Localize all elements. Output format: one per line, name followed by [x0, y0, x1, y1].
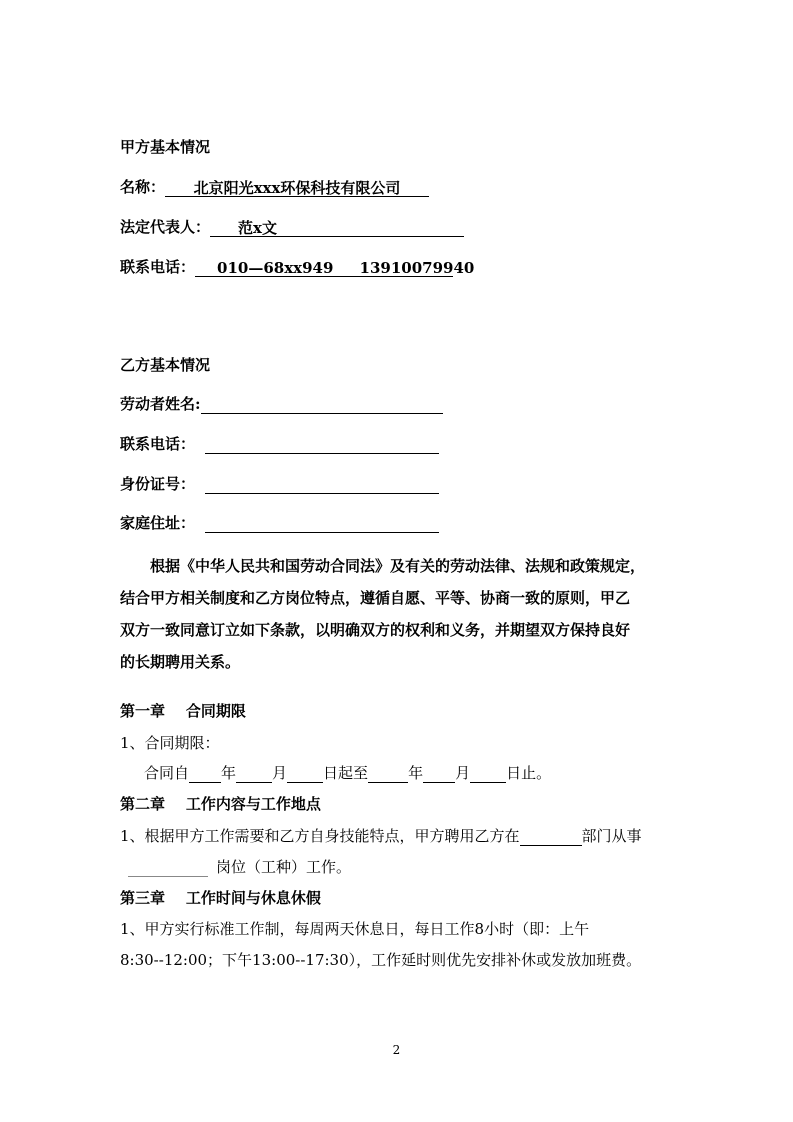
preamble-line: 结合甲方相关制度和乙方岗位特点，遵循自愿、平等、协商一致的原则，甲乙	[120, 589, 631, 607]
party-a-rep-value: 范x文	[238, 219, 277, 237]
party-b-id-label: 身份证号：	[120, 475, 196, 493]
month-text: 月	[272, 764, 288, 782]
year-text: 年	[408, 764, 424, 782]
preamble-line: 根据《中华人民共和国劳动合同法》及有关的劳动法律、法规和政策规定，	[150, 557, 646, 575]
party-a-rep-row	[120, 217, 464, 237]
chapter-1-title: 第一章 合同期限	[120, 702, 246, 720]
department-blank[interactable]	[520, 827, 582, 846]
party-a-heading: 甲方基本情况	[120, 138, 211, 156]
chapter-3-item-1-line-2: 8:30--12:00；下午13:00--17:30），工作延时则优先安排补休或发放加班费。	[120, 951, 642, 969]
party-a-phone-value: 010—68xx949 13910079940	[217, 259, 475, 277]
party-a-name-field	[165, 178, 429, 197]
chapter-2-item-1-line-2	[128, 857, 351, 877]
month-text: 月	[455, 764, 471, 782]
party-b-phone-field[interactable]	[205, 435, 439, 454]
party-a-name-label: 名称：	[120, 178, 166, 196]
party-a-phone-row	[120, 257, 475, 277]
preamble-paragraph	[120, 550, 680, 678]
preamble-line: 双方一致同意订立如下条款，以明确双方的权利和义务，并期望双方保持良好	[120, 621, 631, 639]
party-b-address-field[interactable]	[205, 514, 439, 533]
party-a-rep-field	[210, 218, 464, 237]
party-a-rep-label: 法定代表人：	[120, 218, 211, 236]
chapter-3-item-1-line-1: 1、甲方实行标准工作制，每周两天休息日，每日工作8小时（即：上午	[120, 920, 590, 938]
party-b-address-label: 家庭住址：	[120, 514, 196, 532]
page-number: 2	[392, 1043, 401, 1057]
chapter-2-title: 第二章 工作内容与工作地点	[120, 795, 321, 813]
party-b-name-field[interactable]	[201, 395, 443, 414]
party-b-address-row	[120, 513, 439, 533]
position-text: 岗位（工种）工作。	[216, 858, 352, 876]
chapter-2-item-1-suffix: 部门从事	[581, 827, 642, 845]
chapter-2-item-1-prefix: 1、根据甲方工作需要和乙方自身技能特点，甲方聘用乙方在	[120, 827, 520, 845]
chapter-2-item-1	[120, 826, 642, 846]
day-end-text: 日止。	[506, 764, 552, 782]
term-start-text: 合同自	[144, 764, 190, 782]
party-a-phone-label: 联系电话：	[120, 258, 196, 276]
chapter-1-item-1: 1、合同期限：	[120, 734, 220, 752]
start-year-blank[interactable]	[189, 764, 221, 783]
party-b-name-label: 劳动者姓名:	[120, 395, 201, 413]
party-b-phone-row	[120, 434, 439, 454]
party-a-name-value: 北京阳光xxx环保科技有限公司	[193, 179, 401, 197]
party-b-id-row	[120, 474, 439, 494]
start-day-blank[interactable]	[287, 764, 323, 783]
party-a-phone-field	[195, 258, 475, 277]
end-month-blank[interactable]	[423, 764, 455, 783]
party-a-name-row	[120, 177, 429, 197]
end-day-blank[interactable]	[470, 764, 506, 783]
year-text: 年	[221, 764, 237, 782]
day-from-text: 日起至	[323, 764, 369, 782]
preamble-line: 的长期聘用关系。	[120, 653, 241, 671]
start-month-blank[interactable]	[236, 764, 272, 783]
party-b-heading: 乙方基本情况	[120, 356, 211, 374]
position-blank[interactable]	[128, 858, 208, 877]
party-b-id-field[interactable]	[205, 475, 439, 494]
party-b-name-row	[120, 394, 443, 414]
contract-term-row	[144, 763, 551, 783]
party-b-phone-label: 联系电话：	[120, 435, 196, 453]
chapter-3-title: 第三章 工作时间与休息休假	[120, 889, 321, 907]
end-year-blank[interactable]	[368, 764, 408, 783]
